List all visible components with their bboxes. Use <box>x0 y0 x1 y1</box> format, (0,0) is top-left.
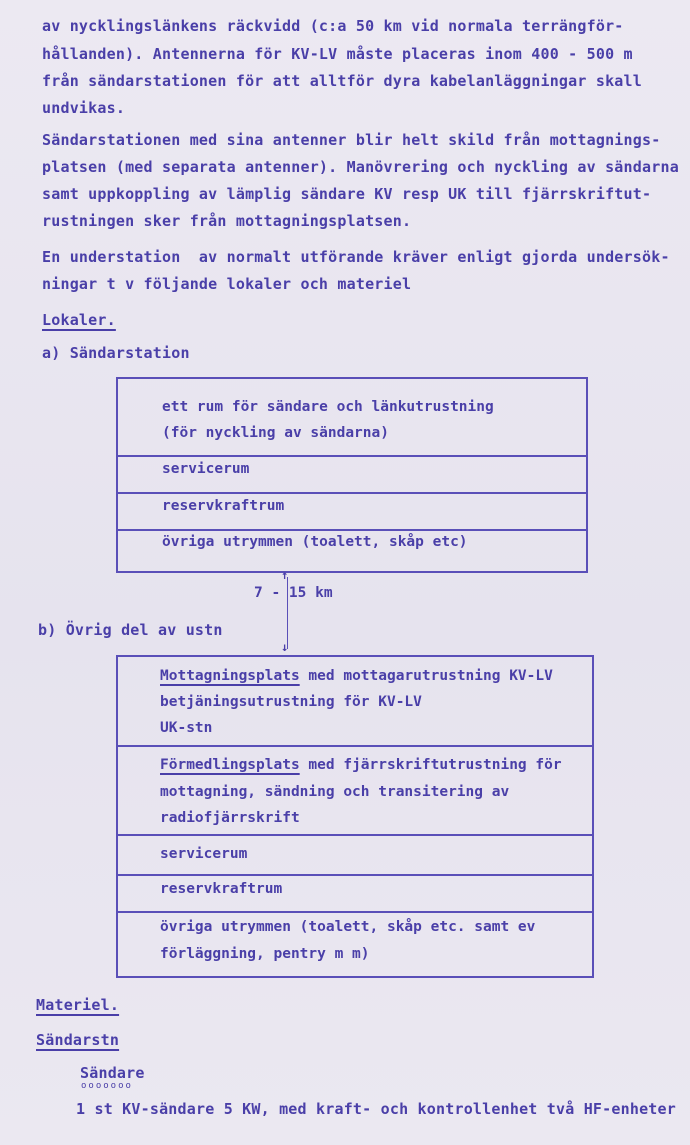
box-b-divider-1 <box>118 745 592 747</box>
heading-section-b: b) Övrig del av ustn <box>38 621 223 639</box>
box-sandarstation <box>116 377 588 573</box>
formedlingsplats-rest: med fjärrskriftutrustning för <box>299 757 562 773</box>
mottagningsplats-rest: med mottagarutrustning KV-LV <box>299 668 553 684</box>
para1-line3: från sändarstationen för att alltför dyra kabelanläggningar skall <box>42 72 642 90</box>
box-b-divider-4 <box>118 911 592 913</box>
box-b-row5-line2: förläggning, pentry m m) <box>160 946 370 962</box>
mottagningsplats-title: Mottagningsplats <box>160 668 300 684</box>
para3-line1: En understation av normalt utförande kräver enligt gjorda undersök- <box>42 248 670 266</box>
box-b-row2-line2: mottagning, sändning och transitering av <box>160 784 510 800</box>
heading-materiel: Materiel. <box>36 996 120 1014</box>
box-a-row3: reservkraftrum <box>162 498 285 514</box>
box-b-row1-line3: UK-stn <box>160 720 213 736</box>
para2-line2: platsen (med separata antenner). Manövrering och nyckling av sändarna <box>42 158 679 176</box>
distance-label: 7 - 15 km <box>254 585 333 601</box>
para2-line3: samt uppkoppling av lämplig sändare KV resp UK till fjärrskriftut- <box>42 185 652 203</box>
heading-section-a: a) Sändarstation <box>42 344 190 362</box>
para2-line1: Sändarstationen med sina antenner blir helt skild från mottagnings- <box>42 131 661 149</box>
box-b-row1-line1 <box>160 668 553 684</box>
heading-sandarstn: Sändarstn <box>36 1031 120 1049</box>
para2-line4: rustningen sker från mottagningsplatsen. <box>42 212 412 230</box>
formedlingsplats-title: Förmedlingsplats <box>160 757 300 773</box>
box-b-row4: reservkraftrum <box>160 881 283 897</box>
para1-line2: hållanden). Antennerna för KV-LV måste placeras inom 400 - 500 m <box>42 45 633 63</box>
box-a-divider-1 <box>118 455 586 457</box>
box-b-row2-line3: radiofjärrskrift <box>160 810 300 826</box>
heading-sandare: Sändare <box>80 1064 145 1082</box>
box-a-divider-3 <box>118 529 586 531</box>
box-b-divider-3 <box>118 874 592 876</box>
box-b-row3: servicerum <box>160 846 248 862</box>
box-b-row5-line1: övriga utrymmen (toalett, skåp etc. samt ev <box>160 919 536 935</box>
heading-lokaler: Lokaler. <box>42 311 116 329</box>
para1-line1: av nycklingslänkens räckvidd (c:a 50 km vid normala terrängför- <box>42 17 624 35</box>
para3-line2: ningar t v följande lokaler och materiel <box>42 275 412 293</box>
box-a-row2: servicerum <box>162 461 250 477</box>
box-b-row1-line2: betjäningsutrustning för KV-LV <box>160 694 422 710</box>
box-b-divider-2 <box>118 834 592 836</box>
materiel-line-1: 1 st KV-sändare 5 KW, med kraft- och kontrollenhet två HF-enheter <box>76 1100 676 1118</box>
para1-line4: undvikas. <box>42 99 126 117</box>
box-b-row2-line1 <box>160 757 562 773</box>
box-a-row1-line2: (för nyckling av sändarna) <box>162 425 389 441</box>
box-ovrig-del <box>116 655 594 978</box>
box-a-row1-line1: ett rum för sändare och länkutrustning <box>162 399 494 415</box>
arrow-up-icon: ↑ <box>281 568 289 582</box>
sandare-underline-dots: ooooooo <box>81 1081 133 1091</box>
box-a-row4: övriga utrymmen (toalett, skåp etc) <box>162 534 468 550</box>
box-a-divider-2 <box>118 492 586 494</box>
arrow-down-icon: ↓ <box>281 640 289 654</box>
